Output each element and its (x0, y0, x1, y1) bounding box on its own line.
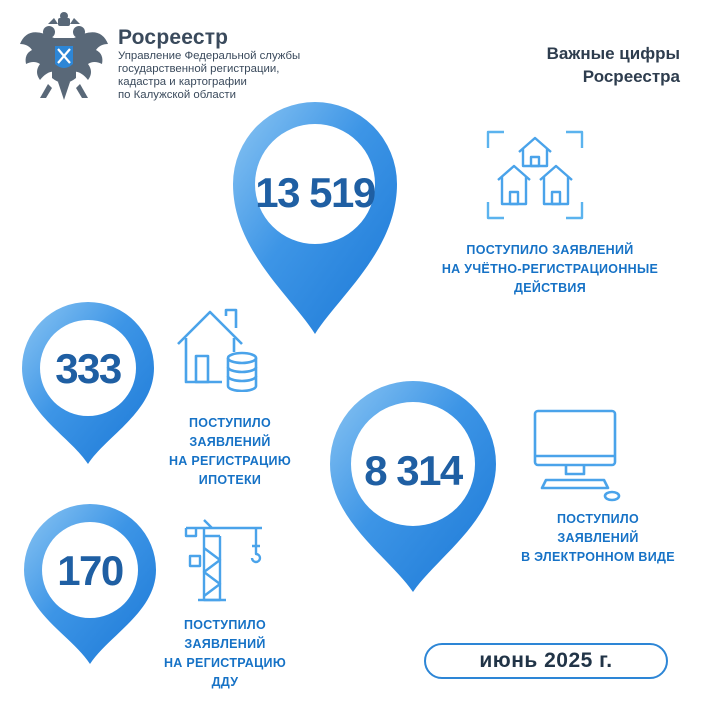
stat-pin-registration (231, 100, 399, 336)
computer-icon (532, 408, 622, 502)
houses-icon (486, 130, 584, 222)
org-subtitle: Управление Федеральной службы государственной регистрации, кадастра и картографии по Калужской области (118, 50, 301, 101)
stat-caption-registration: ПОСТУПИЛО ЗАЯВЛЕНИЙ НА УЧЁТНО-РЕГИСТРАЦИОННЫЕ ДЕЙСТВИЯ (441, 243, 659, 295)
headline: Важные цифры Росреестра (546, 44, 680, 86)
crane-icon (184, 518, 266, 604)
org-name: Росреестр (118, 26, 229, 49)
stat-value-mortgage: 333 (55, 345, 121, 392)
stat-caption-mortgage: ПОСТУПИЛО ЗАЯВЛЕНИЙ НА РЕГИСТРАЦИЮ ИПОТЕКИ (168, 416, 292, 487)
stat-caption-ddu: ПОСТУПИЛО ЗАЯВЛЕНИЙ НА РЕГИСТРАЦИЮ ДДУ (163, 618, 287, 689)
house-coins-icon (176, 306, 264, 392)
emblem-logo (18, 10, 110, 110)
stat-value-ddu: 170 (57, 547, 123, 594)
stat-value-registration: 13 519 (255, 169, 375, 216)
period-badge: июнь 2025 г. (424, 643, 668, 679)
stat-caption-electronic: ПОСТУПИЛО ЗАЯВЛЕНИЙ В ЭЛЕКТРОННОМ ВИДЕ (521, 512, 675, 564)
stat-value-electronic: 8 314 (364, 447, 462, 494)
